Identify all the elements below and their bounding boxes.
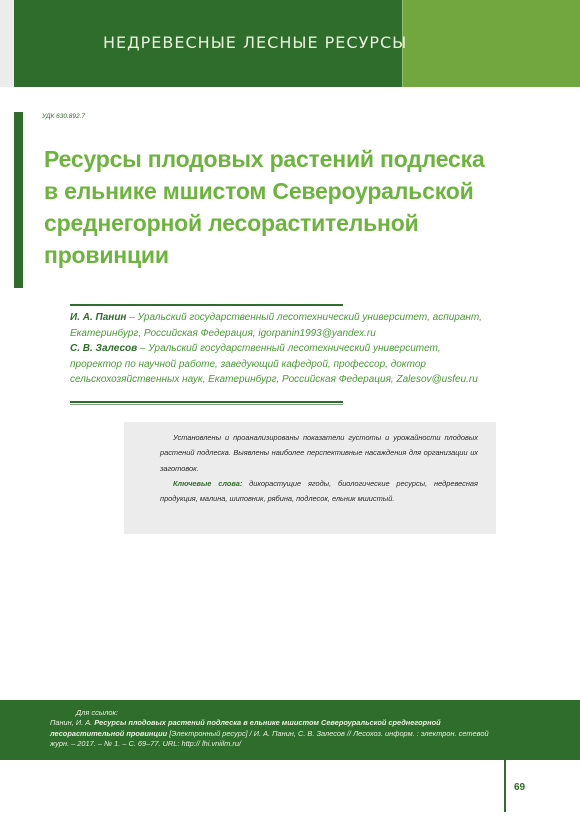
citation-label: Для ссылок:	[76, 708, 119, 717]
authors-rule-bottom	[70, 401, 343, 403]
author-entry	[70, 341, 490, 388]
author-name: И. А. Панин	[70, 312, 127, 323]
title-line: Ресурсы плодовых растений подлеска	[44, 146, 485, 172]
title-line: среднегорной лесорастительной	[44, 210, 419, 236]
article-title	[44, 143, 484, 271]
abstract	[160, 430, 478, 506]
citation	[50, 708, 500, 749]
keywords-list: дикорастущие ягоды, биологические ресурсы, недревесная продукция, малина, шиповник, рябина, подлесок, ельник мшистый.	[160, 478, 478, 504]
abstract-text: Установлены и проанализированы показатели густоты и урожайности плодовых растений подлеска. Выявлены наиболее перспективные насаждения для организации их заготовок.	[160, 433, 478, 473]
udk-code: УДК 630.892.7	[42, 113, 86, 120]
header-light-panel	[402, 0, 580, 87]
page-number: 69	[514, 782, 526, 793]
section-title: НЕДРЕВЕСНЫЕ ЛЕСНЫЕ РЕСУРСЫ	[103, 33, 408, 52]
authors-rule-top	[70, 304, 343, 306]
title-line: провинции	[44, 242, 169, 268]
title-line: в ельнике мшистом Североуральской	[44, 178, 474, 204]
author-entry	[70, 310, 490, 341]
author-info: – Уральский государственный лесотехнический университет, аспирант, Екатеринбург, Российская Федерация, igorpanin1993@yandex.ru	[70, 312, 482, 339]
citation-author: Панин, И. А.	[50, 718, 95, 728]
title-accent-bar	[14, 112, 23, 288]
author-info: – Уральский государственный лесотехнический университет, проректор по научной работе, заведующий кафедрой, профессор, доктор сельскохозяйственных наук, Екатеринбург, Российская Федерация, Zalesov@usfeu.ru	[70, 343, 478, 386]
page-number-rule	[504, 744, 506, 812]
keywords	[160, 476, 478, 507]
citation-rest: [Электронный ресурс] / И. А. Панин, С. В. Залесов // Лесохоз. информ. : электрон. сетевой журн. – 2017. – № 1. – С. 69–77. URL: http:// lhi.vniilm.ru/	[50, 728, 489, 748]
citation-title: Ресурсы плодовых растений подлеска в ельнике мшистом Североуральской среднегорной лесорастительной провинции	[50, 718, 441, 738]
authors-block	[70, 310, 490, 388]
keywords-label: Ключевые слова:	[173, 478, 243, 488]
author-name: С. В. Залесов	[70, 343, 138, 355]
authors-rule-bottom-thin	[70, 404, 343, 405]
